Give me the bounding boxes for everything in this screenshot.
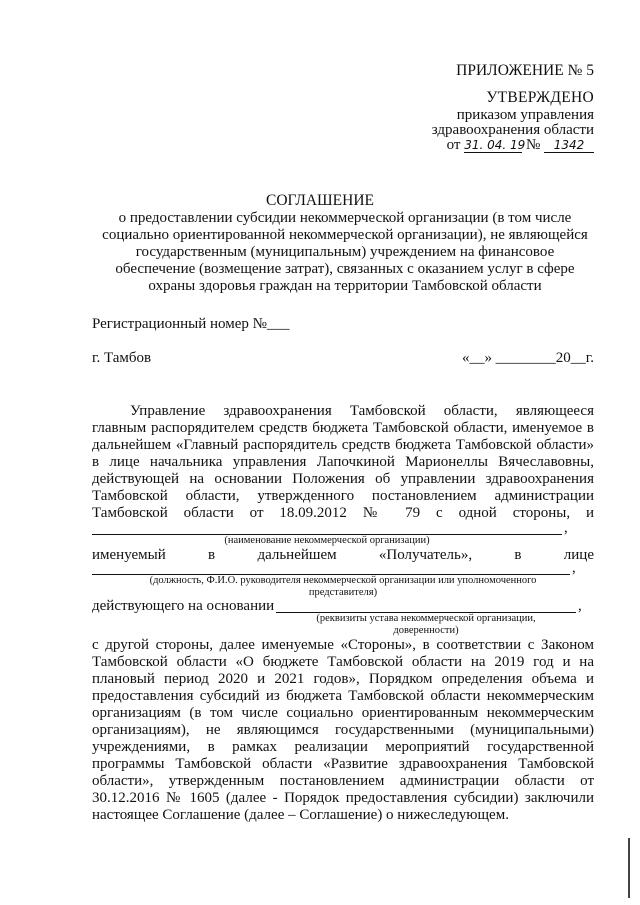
paragraph2-line-2: Тамбовской области «О бюджете Тамбовской области на 2019 год и на bbox=[92, 654, 594, 670]
charter-comma: , bbox=[578, 598, 582, 614]
paragraph1-line-5: действующей на основании Положения об управлении здравоохранения bbox=[92, 471, 594, 487]
named-line: именуемый в дальнейшем «Получатель», в лице bbox=[92, 547, 594, 563]
document-title: СОГЛАШЕНИЕ bbox=[266, 192, 374, 209]
charter-blank bbox=[276, 598, 576, 613]
from-label: от bbox=[446, 137, 461, 153]
paragraph2-line-9: области», утвержденным постановлением администрации области от bbox=[92, 773, 594, 789]
date-blank: «__» ________20__г. bbox=[462, 350, 594, 366]
person-comma: , bbox=[572, 560, 576, 576]
person-caption-1: (должность, Ф.И.О. руководителя некоммерческой организации или уполномоченного bbox=[149, 575, 537, 586]
paragraph2-line-1: с другой стороны, далее именуемые «Стороны», в соответствии с Законом bbox=[92, 637, 594, 653]
paragraph2-line-3: плановый период 2020 и 2021 годов», Порядком определения объема и bbox=[92, 671, 594, 687]
title-line-3: государственным (муниципальным) учреждением на финансовое bbox=[135, 244, 555, 260]
order-line-2: здравоохранения области bbox=[431, 122, 594, 138]
number-label: № bbox=[525, 137, 541, 153]
paragraph2-line-4: предоставления субсидий из бюджета Тамбовской области некоммерческим bbox=[92, 688, 594, 704]
paragraph2-line-6: организациям), не являющимся государственными (муниципальными) bbox=[92, 722, 594, 738]
paragraph2-line-5: организациям (в том числе социально ориентированным некоммерческим bbox=[92, 705, 594, 721]
paragraph1-line-1: Управление здравоохранения Тамбовской области, являющееся bbox=[130, 403, 594, 419]
order-number: 1342 bbox=[544, 138, 594, 153]
org-name-blank bbox=[92, 520, 562, 535]
paragraph2-line-7: учреждениями, в рамках реализации мероприятий государственной bbox=[92, 739, 594, 755]
city: г. Тамбов bbox=[92, 350, 152, 366]
title-line-1: о предоставлении субсидии некоммерческой организации (в том числе bbox=[118, 210, 572, 226]
charter-caption-1: (реквизиты устава некоммерческой организации, bbox=[316, 613, 536, 624]
org-name-caption: (наименование некоммерческой организации) bbox=[224, 535, 430, 546]
person-blank bbox=[92, 562, 570, 575]
order-line-1: приказом управления bbox=[456, 107, 594, 123]
paragraph1-line-7: Тамбовской области от 18.09.2012 № 79 с одной стороны, и bbox=[92, 505, 594, 521]
paragraph1-line-2: главным распорядителем средств бюджета Тамбовской области, именуемое в bbox=[92, 420, 594, 436]
paragraph1-line-4: в лице начальника управления Лапочкиной Марионеллы Вячеславовны, bbox=[92, 454, 594, 470]
paragraph2-last-line: настоящее Соглашение (далее – Соглашение) о нижеследующем. bbox=[92, 807, 509, 823]
acting-label: действующего на основании bbox=[92, 598, 275, 614]
paragraph2-line-10: 30.12.2016 № 1605 (далее - Порядок предоставления субсидии) заключили bbox=[92, 790, 594, 806]
appendix-label: ПРИЛОЖЕНИЕ № 5 bbox=[456, 62, 594, 79]
title-line-4: обеспечение (возмещение затрат), связанных с оказанием услуг в сфере bbox=[115, 261, 575, 277]
order-date-line bbox=[447, 137, 594, 154]
paragraph1-line-6: Тамбовской области, утвержденного постановлением администрации bbox=[92, 488, 594, 504]
registration-number: Регистрационный номер №___ bbox=[92, 316, 290, 332]
title-line-5: охраны здоровья граждан на территории Тамбовской области bbox=[148, 278, 542, 294]
paragraph2-line-8: программы Тамбовской области «Развитие здравоохранения Тамбовской bbox=[92, 756, 594, 772]
scan-edge-mark bbox=[628, 838, 630, 898]
person-caption-2: представителя) bbox=[308, 587, 378, 598]
paragraph1-line-3: дальнейшем «Главный распорядитель средств бюджета Тамбовской области» bbox=[92, 437, 594, 453]
org-comma: , bbox=[564, 520, 568, 536]
order-date: 31. 04. 19 bbox=[464, 138, 526, 152]
charter-caption-2: доверенности) bbox=[393, 625, 459, 636]
title-line-2: социально ориентированной некоммерческой организации), не являющейся bbox=[102, 227, 588, 243]
approved-label: УТВЕРЖДЕНО bbox=[486, 89, 594, 106]
